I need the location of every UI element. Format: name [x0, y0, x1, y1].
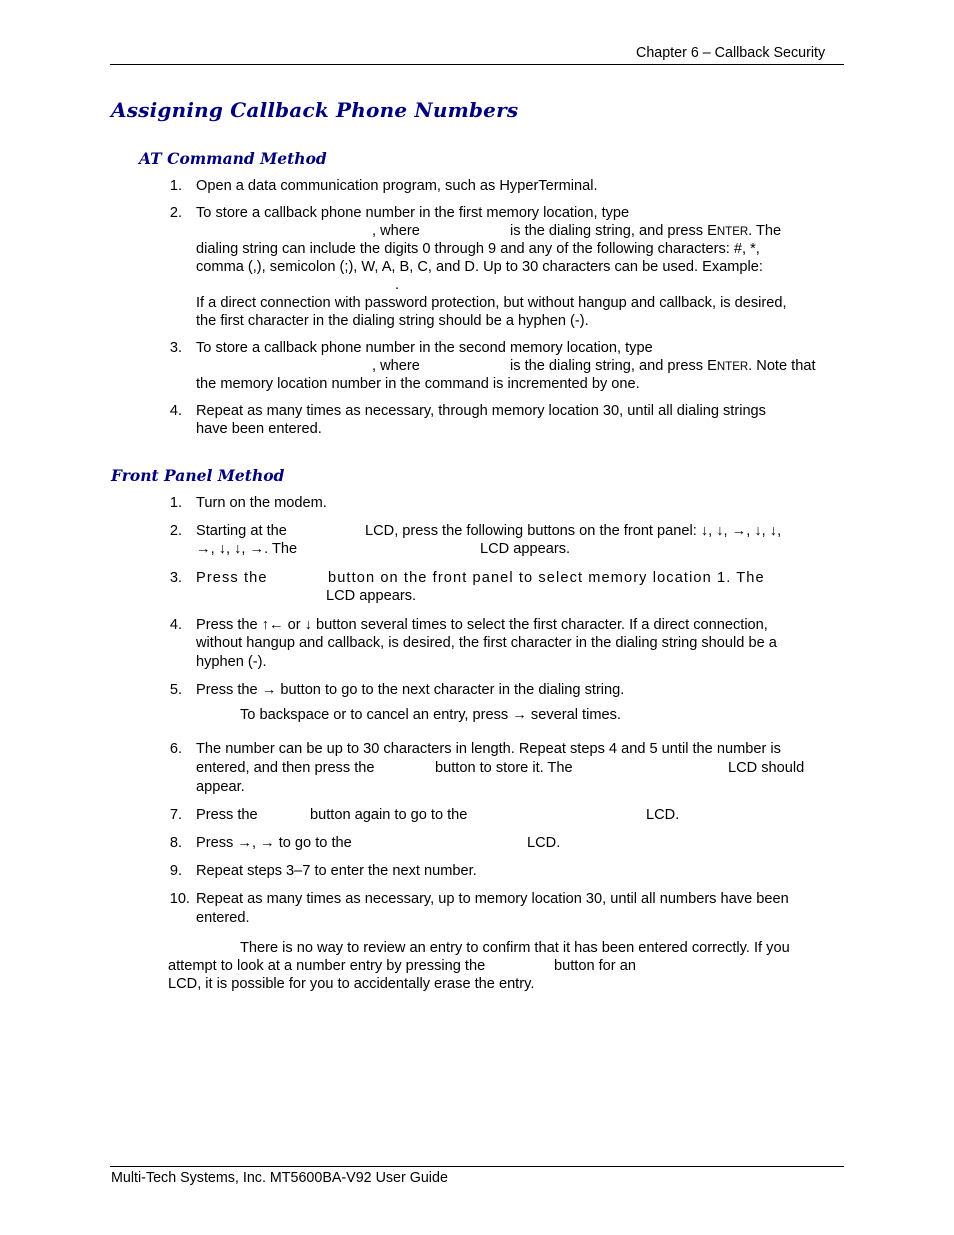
- step-number: 3.: [169, 570, 182, 586]
- step-note: To backspace or to cancel an entry, press → several times.: [240, 707, 621, 723]
- step-text: →, ↓, ↓, →. The: [196, 541, 298, 557]
- step-number: 2.: [169, 205, 182, 221]
- step-text: To store a callback phone number in the first memory location, type: [196, 205, 630, 221]
- note-text: There is no way to review an entry to confirm that it has been entered correctly. If you: [240, 940, 790, 956]
- step-text: Turn on the modem.: [196, 495, 327, 511]
- step-number: 4.: [169, 617, 182, 633]
- step-text: Press the ↑← or ↓ button several times to select the first character. If a direct connection,: [196, 617, 768, 633]
- step-text: button to store it. The: [435, 760, 573, 776]
- note-text: button for an: [554, 958, 636, 974]
- step-text: LCD should: [728, 760, 805, 776]
- step-text: dialing string can include the digits 0 through 9 and any of the following characters: #, *,: [196, 241, 760, 257]
- step-text: The number can be up to 30 characters in length. Repeat steps 4 and 5 until the number is: [196, 741, 781, 757]
- step-text: LCD.: [646, 807, 680, 823]
- step-number: 1.: [169, 178, 182, 194]
- step-number: 1.: [169, 495, 182, 511]
- header-rule: [110, 64, 844, 65]
- step-text: the first character in the dialing string should be a hyphen (-).: [196, 313, 589, 329]
- step-number: 3.: [169, 340, 182, 356]
- step-number: 2.: [169, 523, 182, 539]
- page-header-chapter: Chapter 6 – Callback Security: [636, 45, 826, 61]
- step-text: entered, and then press the: [196, 760, 375, 776]
- step-number: 9.: [169, 863, 182, 879]
- step-text: Press the → button to go to the next character in the dialing string.: [196, 682, 625, 698]
- footer-rule: [110, 1166, 844, 1167]
- step-number: 10.: [169, 891, 190, 907]
- step-text: LCD appears.: [480, 541, 571, 557]
- page-title: Assigning Callback Phone Numbers: [111, 98, 519, 122]
- step-number: 5.: [169, 682, 182, 698]
- step-text: Repeat as many times as necessary, through memory location 30, until all dialing strings: [196, 403, 766, 419]
- step-number: 7.: [169, 807, 182, 823]
- step-text: button on the front panel to select memory location 1. The: [328, 570, 765, 586]
- step-text: LCD appears.: [326, 588, 417, 604]
- step-text: .: [395, 277, 400, 293]
- step-number: 6.: [169, 741, 182, 757]
- step-text: entered.: [196, 910, 250, 926]
- step-text: appear.: [196, 779, 245, 795]
- step-number: 4.: [169, 403, 182, 419]
- step-text: hyphen (-).: [196, 654, 267, 670]
- section-heading-front-panel: Front Panel Method: [111, 466, 285, 485]
- note-text: attempt to look at a number entry by pressing the: [168, 958, 486, 974]
- section-heading-at-command: AT Command Method: [139, 149, 327, 168]
- step-text: the memory location number in the command is incremented by one.: [196, 376, 640, 392]
- step-text: LCD.: [527, 835, 561, 851]
- step-text: Press the: [196, 807, 258, 823]
- step-text: Open a data communication program, such as HyperTerminal.: [196, 178, 598, 194]
- note-text: LCD, it is possible for you to accidentally erase the entry.: [168, 976, 535, 992]
- page-footer: Multi-Tech Systems, Inc. MT5600BA-V92 User Guide: [111, 1170, 448, 1186]
- step-text: is the dialing string, and press ENTER. The: [510, 223, 782, 239]
- step-text: is the dialing string, and press ENTER. Note that: [510, 358, 816, 374]
- step-text: LCD, press the following buttons on the front panel: ↓, ↓, →, ↓, ↓,: [365, 523, 782, 539]
- step-text: , where: [372, 358, 420, 374]
- step-text: have been entered.: [196, 421, 322, 437]
- step-number: 8.: [169, 835, 182, 851]
- step-text: , where: [372, 223, 420, 239]
- step-text: Repeat as many times as necessary, up to memory location 30, until all numbers have been: [196, 891, 789, 907]
- step-text: button again to go to the: [310, 807, 468, 823]
- step-text: Press →, → to go to the: [196, 835, 352, 851]
- step-text: comma (,), semicolon (;), W, A, B, C, and D. Up to 30 characters can be used. Example:: [196, 259, 763, 275]
- step-text: Press the: [196, 570, 268, 586]
- step-text: without hangup and callback, is desired, the first character in the dialing string should be a: [196, 635, 777, 651]
- step-text: Starting at the: [196, 523, 287, 539]
- step-text: To store a callback phone number in the second memory location, type: [196, 340, 653, 356]
- step-text: Repeat steps 3–7 to enter the next number.: [196, 863, 477, 879]
- step-text: If a direct connection with password protection, but without hangup and callback, is desired,: [196, 295, 787, 311]
